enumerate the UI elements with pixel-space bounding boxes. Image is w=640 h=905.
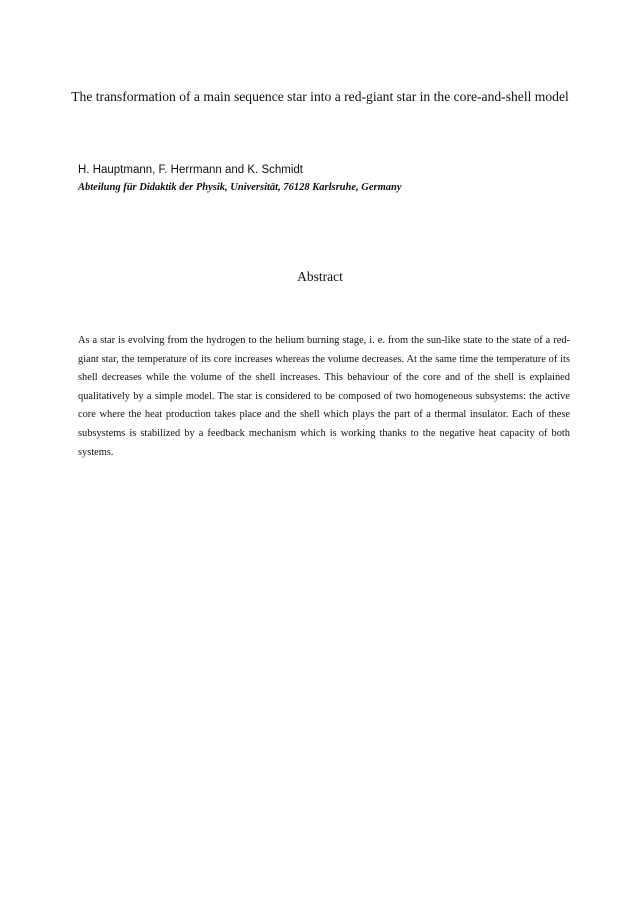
paper-title-text: The transformation of a main sequence star into a red-giant star in the core-and-shell model	[71, 89, 569, 104]
affiliation-line: Abteilung für Didaktik der Physik, Universität, 76128 Karlsruhe, Germany	[78, 182, 402, 193]
author-line: H. Hauptmann, F. Herrmann and K. Schmidt	[78, 164, 303, 176]
abstract-heading: Abstract	[297, 269, 343, 284]
abstract-paragraph: As a star is evolving from the hydrogen to the helium burning stage, i. e. from the sun-like state to the state of a red-giant star, the temperature of its core increases whereas the volume decreases. At the same time the temperature of its shell decreases while the volume of the shell increases. This behaviour of the core and of the shell is explained qualitatively by a simple model. The star is considered to be composed of two homogeneous subsystems: the active core where the heat production takes place and the shell which plays the part of a thermal insulator. Each of these subsystems is stabilized by a feedback mechanism which is working thanks to the negative heat capacity of both systems.	[78, 335, 570, 458]
paper-title	[0, 88, 640, 105]
